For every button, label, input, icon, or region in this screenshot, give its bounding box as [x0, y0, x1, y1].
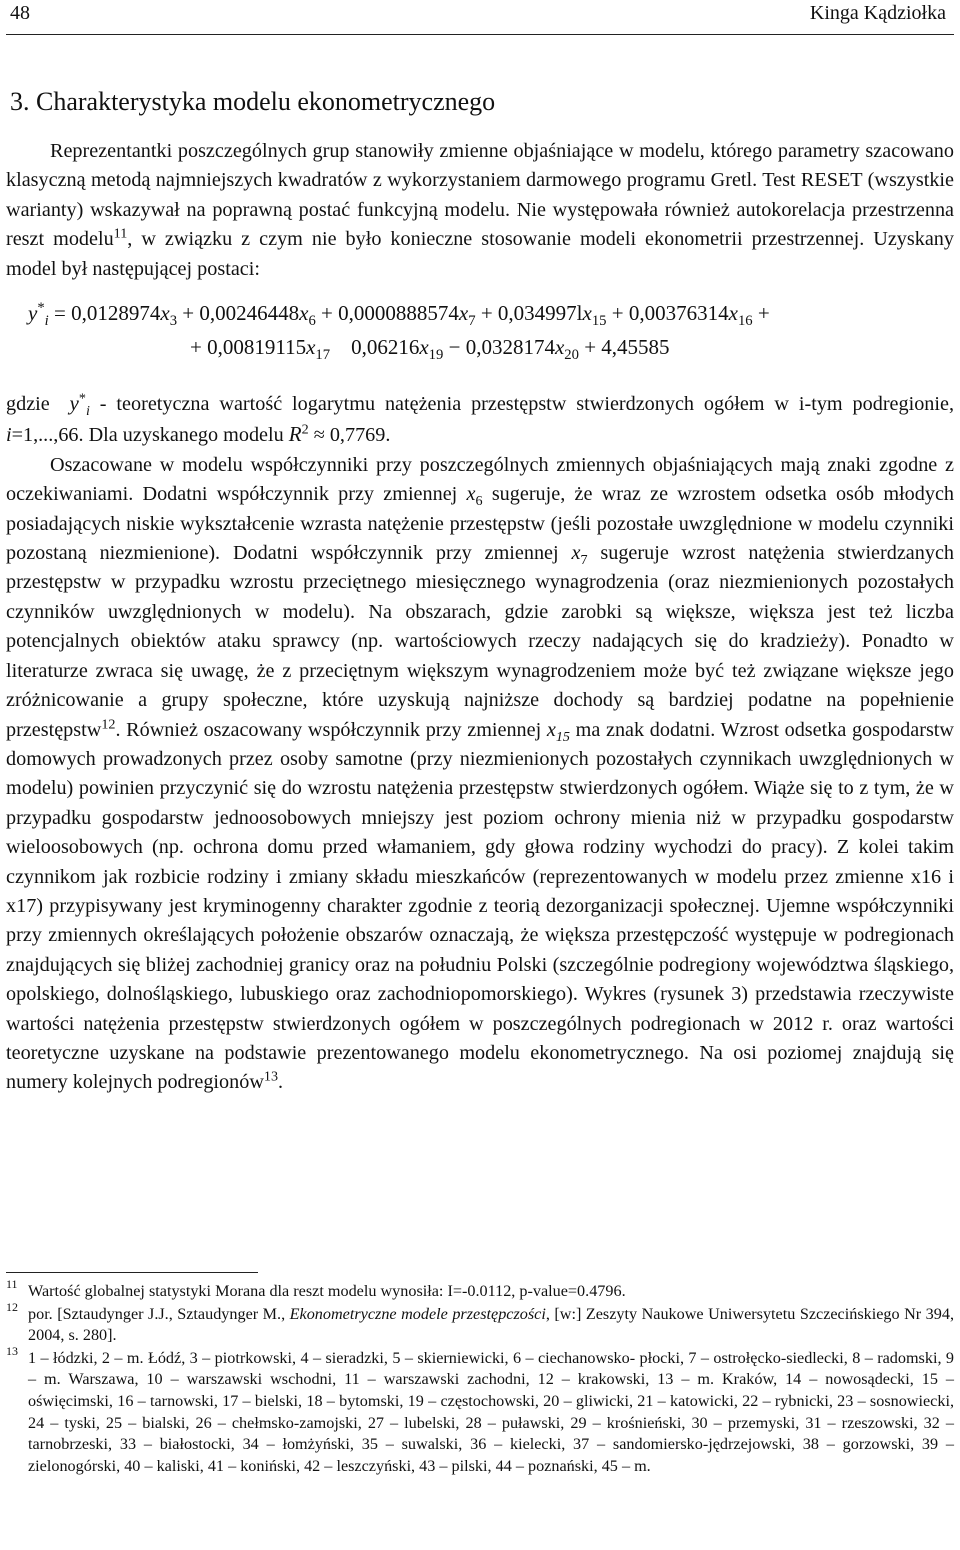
- footnote-rule: [6, 1272, 258, 1273]
- definition-index: i: [85, 403, 90, 420]
- eq-term: + $0,00819115x_{17}$: [190, 335, 331, 364]
- r-squared-value: 0,7769.: [329, 424, 391, 447]
- footnote-ref-12[interactable]: 12: [101, 715, 116, 732]
- var-x15: x: [546, 718, 556, 741]
- body-text: Oszacowane w modelu współczynniki przy poszczególnych zmiennych objaśniających mają znaki zgodne z oczekiwaniami. Dodatni współczynnik przy zmiennej: [6, 453, 954, 506]
- var-x15-sub: 15: [555, 728, 570, 745]
- model-equation-line-2: [6, 332, 954, 362]
- definition-paragraph: [6, 388, 954, 451]
- range-var: i: [6, 424, 12, 447]
- running-author: Kinga Kądziołka: [809, 2, 946, 24]
- discussion-paragraph: [6, 451, 954, 1098]
- var-x6: x: [466, 483, 476, 506]
- intro-text-1: Reprezentantki poszczególnych grup stanowiły zmienne objaśniające w modelu, którego parametry szacowano klasyczną metodą najmniejszych kwadratów z wykorzystaniem darmowego programu Gretl. Test RESET (wszystkie warianty) wskazywał na poprawną postać funkcyjną modelu. Nie występowała również autokorelacja przestrzenna reszt modelu: [6, 140, 954, 251]
- eq-lhs: y: [28, 301, 38, 326]
- footnote-text: Wartość globalnej statystyki Morana dla reszt modelu wynosiła: I=-0.0112, p-value=0.4796.: [28, 1282, 626, 1300]
- footnote-ref-11[interactable]: 11: [113, 225, 128, 242]
- intro-text-2: , w związku z czym nie było konieczne stosowanie modeli ekonometrii przestrzennej. Uzyskany model był następującej postaci:: [6, 228, 954, 280]
- body-text: . Również oszacowany współczynnik przy zmiennej: [115, 718, 547, 741]
- intro-paragraph: [6, 137, 954, 284]
- model-equation-line-1: [6, 298, 954, 328]
- body-text: ma znak dodatni. Wzrost odsetka gospodarstw domowych prowadzonych przez osoby samotne (przy niezmienionych pozostałych czynnikach uwzględnionych w modelu) powinien przyczynić się do wzrostu natężenia przestępstw stwierdzonych ogółem. Wiąże się to z tym, że w przypadku gospodarstw jednoosobowych mniejszy jest poziom ochrony mienia niż w przypadku gospodarstw wieloosobowych (np. ochrona domu przed włamaniem, gdy głowa rodziny wychodzi do pracy). Z kolei takim czynnikom jak rozbicie rodziny i zmiany składu mieszkańców (reprezentowanych w modelu przez zmienne x16 i x17) przypisywany jest kryminogenny charakter zgodnie z teorią dezorganizacji społecznej. Ujemne współczynniki przy zmiennych określających położenie obszarów oznaczają, że większa przestępczość występuje w podregionach znajdujących się bliżej zachodniej granicy oraz na południu Polski (szczególnie podregiony województwa śląskiego, opolskiego, dolnośląskiego, lubuskiego oraz zachodniopomorskiego). Wykres (rysunek 3) przedstawia rzeczywiste wartości natężenia przestępstw stwierdzonych ogółem w poszczególnych podregionach w 2012 r. oraz wartości teoretyczne uzyskane na podstawie prezentowanego modelu ekonometrycznego. Na osi poziomej znajdują się numery kolejnych podregionów: [6, 718, 954, 1094]
- footnote-mark: 12: [6, 1299, 18, 1314]
- cited-title: Ekonometryczne modele przestępczości: [289, 1304, 546, 1323]
- footnote-text: por. [Sztaudynger J.J., Sztaudynger M.,: [28, 1304, 290, 1323]
- footnote-text: 1 – łódzki, 2 – m. Łódź, 3 – piotrkowski, 4 – sieradzki, 5 – skierniewicki, 6 – ciechanowsko- płocki, 7 – ostrołęcko-siedlecki, 8 – radomski, 9 – m. Warszawa, 10 – warszawski wschodni, 11 – warszawski zachodni, 12 – krakowski, 13 – m. Kraków, 14 – nowosądecki, 15 – oświęcimski, 16 – tarnowski, 17 – bielski, 18 – bytomski, 19 – częstochowski, 20 – gliwicki, 21 – katowicki, 22 – rybnicki, 23 – sosnowiecki, 24 – tyski, 25 – bialski, 26 – chełmsko-zamojski, 27 – lubelski, 28 – puławski, 29 – krośnieński, 30 – przemyski, 31 – rzeszowski, 32 – tarnobrzeski, 33 – białostocki, 34 – łomżyński, 35 – suwalski, 36 – kielecki, 37 – sandomiersko-jędrzejowski, 38 – gorzowski, 39 – zielonogórski, 40 – kaliski, 41 – koniński, 42 – leszczyński, 43 – pilski, 44 – poznański, 45 – m.: [28, 1348, 954, 1475]
- var-x7-sub: 7: [580, 552, 588, 569]
- r-squared-exponent: 2: [301, 421, 309, 438]
- footnote-mark: 11: [6, 1277, 18, 1291]
- definition-star: *: [78, 390, 86, 407]
- body-text: sugeruje wzrost natężenia stwierdzanych przestępstw w przypadku wzrostu przeciętnego miesięcznego wynagrodzenia (oraz niezmienionych pozostałych czynników uwzględnionych w modelu). Na obszarach, gdzie zarobki są większe, większa jest też liczba potencjalnych obiektów ataku sprawcy (np. wartościowych rzeczy nadających się do kradzieży). Ponadto w literaturze zwraca się uwagę, że z przeciętnym większym wynagrodzeniem może być też związane większe jego zróżnicowanie a grupy społeczne, które uzyskują najniższe dochody są bardziej podatne na popełnienie przestępstw: [6, 542, 954, 741]
- eq-term: $0,06216x_{19}$: [351, 335, 444, 364]
- section-heading: 3. Charakterystyka modelu ekonometrycznego: [10, 87, 496, 116]
- running-header: [6, 0, 954, 35]
- footnote-ref-13[interactable]: 13: [263, 1068, 279, 1085]
- eq-term: − $0,0328174x_{20}$: [448, 335, 579, 364]
- body-text: sugeruje, że wraz ze wzrostem odsetka osób młodych posiadających niskie wykształcenie wzrasta natężenie przestępstw (jeśli pozostałe uwzględnione w modelu czynniki pozostaną niezmienione). Dodatni współczynnik przy zmiennej: [6, 483, 954, 565]
- footnote-11: [6, 1277, 954, 1303]
- footnote-mark: 13: [6, 1343, 18, 1358]
- definition-lead: gdzie: [6, 393, 50, 416]
- eq-lhs-index: i: [44, 313, 49, 330]
- eq-term: + $0,00246448x_6$: [182, 301, 316, 330]
- var-x6-sub: 6: [475, 493, 483, 510]
- range-text: =1,...,66. Dla uzyskanego modelu: [11, 424, 289, 447]
- footnote-text: , [w:] Zeszyty Naukowe Uniwersytetu Szczecińskiego Nr 394, 2004, s. 280].: [28, 1304, 954, 1345]
- approx-sign: ≈: [313, 424, 325, 447]
- var-x7: x: [571, 542, 581, 565]
- eq-line1-tail: +: [757, 301, 770, 326]
- footnotes: [6, 1272, 954, 1478]
- eq-term: = $0,0128974x_3$: [54, 301, 178, 330]
- eq-constant: + 4,45585: [584, 335, 670, 360]
- eq-term: + $0,0000888574x_7$: [321, 301, 476, 330]
- page-number: 48: [10, 2, 30, 24]
- eq-term: + $0,00376314x_{16}$: [611, 301, 753, 330]
- eq-lhs-star: *: [37, 300, 45, 317]
- body-text: .: [278, 1071, 284, 1094]
- footnote-13: [6, 1343, 954, 1478]
- definition-text: - teoretyczna wartość logarytmu natężenia przestępstw stwierdzonych ogółem w i-tym podregionie,: [99, 393, 955, 416]
- r-squared-symbol: R: [288, 422, 302, 447]
- definition-symbol: y: [69, 391, 79, 416]
- eq-term: + $0,034997lx_{15}$: [480, 301, 607, 330]
- footnote-12: [6, 1299, 954, 1347]
